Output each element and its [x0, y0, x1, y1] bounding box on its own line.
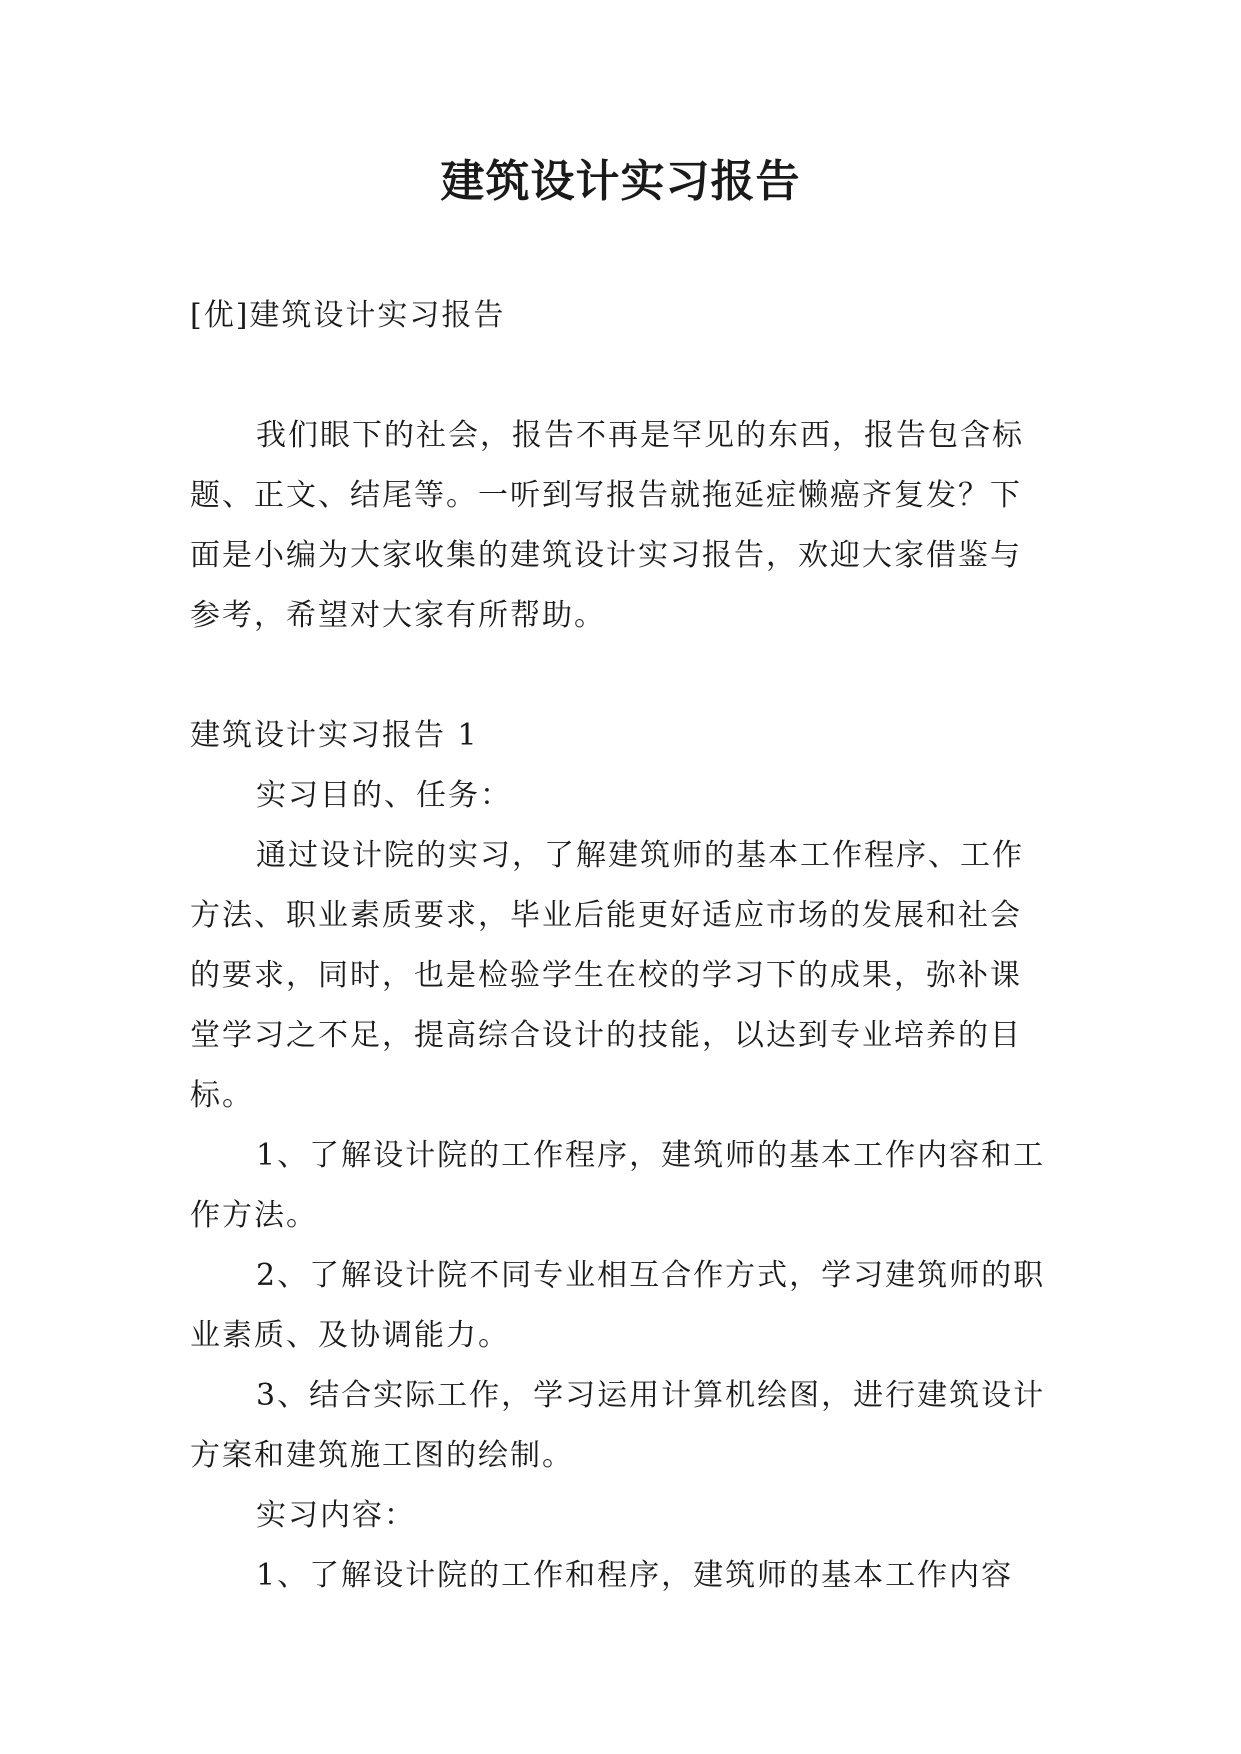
paragraph-item-1: 1、了解设计院的工作程序，建筑师的基本工作内容和工作方法。	[190, 1138, 1046, 1233]
paragraph-content-item-1: 1、了解设计院的工作和程序，建筑师的基本工作内容	[256, 1558, 1014, 1593]
intro-paragraph: 我们眼下的社会，报告不再是罕见的东西，报告包含标题、正文、结尾等。一听到写报告就拖延症懒癌齐复发？下面是小编为大家收集的建筑设计实习报告，欢迎大家借鉴与参考，希望对大家有所帮助。	[190, 418, 1024, 633]
document-subtitle: [优]建筑设计实习报告	[190, 298, 506, 333]
document-title: 建筑设计实习报告	[440, 156, 801, 207]
document-body	[190, 286, 1052, 1606]
paragraph-purpose-heading: 实习目的、任务：	[256, 778, 512, 813]
section-title: 建筑设计实习报告 1	[190, 718, 479, 753]
paragraph-content-heading: 实习内容：	[256, 1498, 416, 1533]
paragraph-purpose: 通过设计院的实习，了解建筑师的基本工作程序、工作方法、职业素质要求，毕业后能更好适应市场的发展和社会的要求，同时，也是检验学生在校的学习下的成果，弥补课堂学习之不足，提高综合设计的技能，以达到专业培养的目标。	[190, 838, 1024, 1113]
paragraph-item-2: 2、了解设计院不同专业相互合作方式，学习建筑师的职业素质、及协调能力。	[190, 1258, 1046, 1353]
paragraph-item-3: 3、结合实际工作，学习运用计算机绘图，进行建筑设计方案和建筑施工图的绘制。	[190, 1378, 1046, 1473]
